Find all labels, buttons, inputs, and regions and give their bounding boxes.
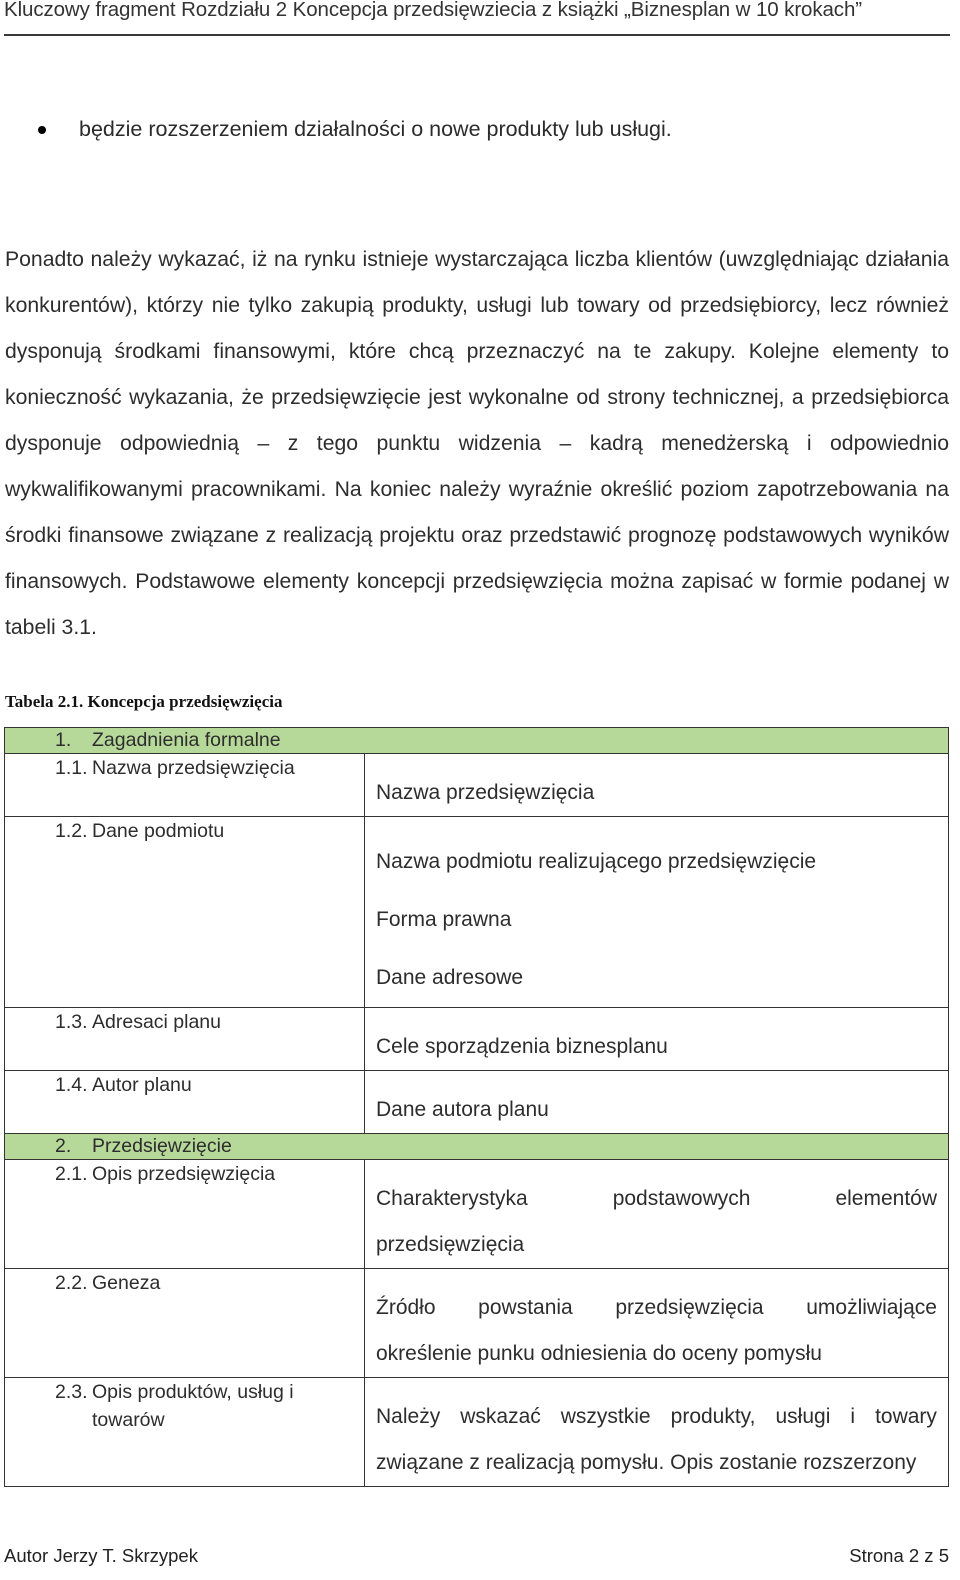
row-value-word: elementów xyxy=(835,1187,937,1210)
concept-table xyxy=(4,727,949,1487)
table-row xyxy=(5,1269,949,1378)
table-section-header xyxy=(5,1134,949,1160)
row-value-cell xyxy=(365,817,949,1008)
row-value: Nazwa podmiotu realizującego przedsięwzięcie xyxy=(376,850,817,873)
row-label-cell xyxy=(5,1378,365,1487)
row-value-word: Źródło xyxy=(376,1296,436,1319)
row-label-cell xyxy=(5,1008,365,1071)
row-value-line: przedsięwzięcia xyxy=(376,1233,525,1256)
row-value-word: umożliwiające xyxy=(806,1296,937,1319)
row-value-word: wszystkie xyxy=(560,1405,651,1428)
row-value-word: powstania xyxy=(478,1296,573,1319)
row-value-line: związane z realizacją pomysłu. Opis zostanie rozszerzony xyxy=(376,1451,917,1474)
row-number: 2.2. xyxy=(55,1272,88,1294)
row-value-cell xyxy=(365,1378,949,1487)
row-value: Forma prawna xyxy=(376,908,512,931)
table-caption: Tabela 2.1. Koncepcja przedsięwzięcia xyxy=(5,692,283,711)
row-value: Dane autora planu xyxy=(376,1098,549,1121)
header-divider xyxy=(4,34,950,36)
body-paragraph: Ponadto należy wykazać, iż na rynku istnieje wystarczająca liczba klientów (uwzględniając działania konkurentów), którzy nie tylko zakupią produkty, usługi lub towary od przedsiębiorcy, lecz również dysponują środkami finansowymi, które chcą przeznaczyć na te zakupy. Kolejne elementy to konieczność wykazania, że przedsięwzięcie jest wykonalne od strony technicznej, a przedsiębiorca dysponuje odpowiednią – z tego punktu widzenia – kadrą menedżerską i odpowiednio wykwalifikowanymi pracownikami. Na koniec należy wyraźnie określić poziom zapotrzebowania na środki finansowe związane z realizacją projektu oraz przedstawić prognozę podstawowych wyników finansowych. Podstawowe elementy koncepcji przedsięwzięcia można zapisać w formie podanej w tabeli 3.1. xyxy=(5,248,949,639)
row-value-cell xyxy=(365,1160,949,1269)
row-value-cell xyxy=(365,1269,949,1378)
table-row xyxy=(5,1008,949,1071)
row-value-line xyxy=(376,1394,937,1440)
row-label: Opis produktów, usług i towarów xyxy=(92,1381,294,1431)
footer-author: Autor Jerzy T. Skrzypek xyxy=(4,1545,198,1566)
row-value-line xyxy=(376,1176,937,1222)
row-label: Nazwa przedsięwzięcia xyxy=(92,757,295,779)
table-row xyxy=(5,817,949,1008)
table-row xyxy=(5,1071,949,1134)
row-value-word: podstawowych xyxy=(612,1187,751,1210)
row-number: 1.1. xyxy=(55,757,88,779)
bullet-dot-icon xyxy=(38,126,46,134)
row-value-cell xyxy=(365,1071,949,1134)
section-label: Zagadnienia formalne xyxy=(92,729,281,751)
page-header-title: Kluczowy fragment Rozdziału 2 Koncepcja przedsięwziecia z książki „Biznesplan w 10 krokach” xyxy=(4,0,862,21)
row-number: 1.4. xyxy=(55,1074,88,1096)
row-label-cell xyxy=(5,1071,365,1134)
row-number: 1.2. xyxy=(55,820,88,842)
section-number: 2. xyxy=(55,1135,72,1157)
footer-page-number: Strona 2 z 5 xyxy=(849,1545,949,1566)
row-label-cell xyxy=(5,1269,365,1378)
row-label: Opis przedsięwzięcia xyxy=(92,1163,276,1185)
section-label: Przedsięwzięcie xyxy=(92,1135,232,1157)
row-value: Cele sporządzenia biznesplanu xyxy=(376,1035,668,1058)
table-section-header xyxy=(5,728,949,754)
row-value-word: usługi xyxy=(775,1405,831,1428)
row-label: Geneza xyxy=(92,1272,161,1294)
row-value-word: Należy xyxy=(376,1405,441,1428)
table-row xyxy=(5,1160,949,1269)
row-value-word: przedsięwzięcia xyxy=(615,1296,764,1319)
bullet-item xyxy=(38,117,672,142)
row-value: Dane adresowe xyxy=(376,966,524,989)
bullet-text: będzie rozszerzeniem działalności o nowe produkty lub usługi. xyxy=(79,117,672,141)
row-value-line: określenie punku odniesienia do oceny pomysłu xyxy=(376,1342,822,1365)
row-value-cell xyxy=(365,1008,949,1071)
row-value-word: wskazać xyxy=(460,1405,541,1428)
row-label: Autor planu xyxy=(92,1074,192,1096)
row-label-cell xyxy=(5,754,365,817)
section-number: 1. xyxy=(55,729,72,751)
row-label: Dane podmiotu xyxy=(92,820,225,842)
table-row xyxy=(5,754,949,817)
row-label-cell xyxy=(5,1160,365,1269)
row-number: 2.3. xyxy=(55,1381,88,1403)
table-row xyxy=(5,1378,949,1487)
row-number: 2.1. xyxy=(55,1163,88,1185)
row-label: Adresaci planu xyxy=(92,1011,221,1033)
row-value: Nazwa przedsięwzięcia xyxy=(376,781,595,804)
row-label-cell xyxy=(5,817,365,1008)
row-value-line xyxy=(376,1285,937,1331)
row-number: 1.3. xyxy=(55,1011,88,1033)
row-value-word: produkty, xyxy=(670,1405,756,1428)
row-value-word: i xyxy=(850,1405,856,1428)
row-value-word: Charakterystyka xyxy=(376,1187,528,1210)
row-value-cell xyxy=(365,754,949,817)
row-value-word: towary xyxy=(875,1405,937,1428)
